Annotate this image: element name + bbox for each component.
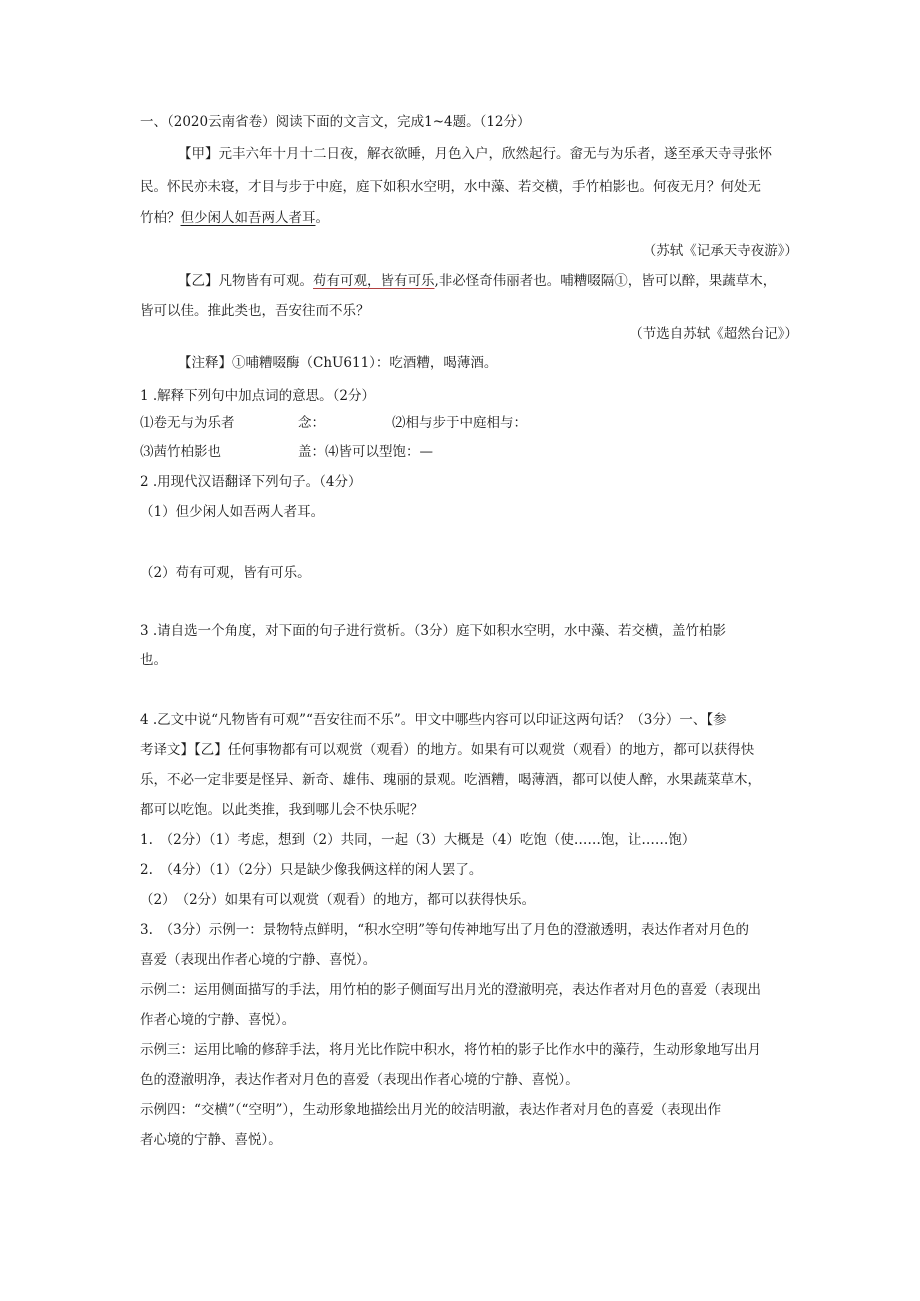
answer-3-line-2: 喜爱（表现出作者心境的宁静、喜悦）。 [140,952,377,968]
passage-yi-text: 【乙】凡物皆有可观。 [178,273,313,289]
question-2-title: 2 .用现代汉语翻译下列句子。（4分） [140,474,362,490]
example-4-line-1: 示例四：“交横”（“空明”），生动形象地描绘出月光的皎洁明澈，表达作者对月色的喜爱（表现出作 [140,1102,722,1118]
question-4-line-2: 考译文】【乙】任何事物都有可以观赏（观看）的地方。如果有可以观赏（观看）的地方，都可以获得快 [140,742,755,758]
question-1-blank-a: 念： [298,415,325,431]
passage-jia-line-1: 【甲】元丰六年十月十二日夜，解衣欲睡，月色入户，欣然起行。畲无与为乐者，遂至承天寺寻张怀 [178,146,772,162]
passage-jia-text: 竹柏？ [140,210,181,226]
question-2-sentence-1: （1）但少闲人如吾两人者耳。 [140,504,325,520]
passage-yi-text-rest: ,非必怪奇伟丽者也。哺糟啜隔①，皆可以醉，果蔬草木， [434,273,777,289]
question-1-item-b: ⑵相与步于中庭相与： [392,415,527,431]
example-2-line-2: 作者心境的宁静、喜悦）。 [140,1012,296,1028]
passage-jia-source: （苏轼《记承天寺夜游》） [642,243,798,259]
question-3-line-1: 3 .请自选一个角度，对下面的句子进行赏析。（3分）庭下如积水空明，水中藻、若交横，盖竹柏影 [140,623,727,639]
answer-2: 2. （4分）（1）（2分）只是缺少像我俩这样的闲人罢了。 [140,862,483,878]
passage-jia-line-2: 民。怀民亦未寝，才目与步于中庭，庭下如积水空明，水中藻、若交横，手竹柏影也。何夜无月？何处无 [140,179,761,195]
passage-jia-line-3 [140,208,329,228]
question-1-title: 1 .解释下列句中加点词的意思。（2分） [140,388,376,404]
annotation-note: 【注释】①哺糟啜酶（ChU611）：吃酒糟，喝薄酒。 [178,355,498,371]
question-1-item-c: ⑶茜竹柏影也 [140,444,221,460]
passage-yi-line-2: 皆可以佳。推此类也，吾安往而不乐？ [140,303,370,319]
question-1-item-d: 盖：⑷皆可以型饱：— [298,444,433,460]
question-2-sentence-2: （2）苟有可观，皆有可乐。 [140,565,311,581]
answer-3-line-1: 3. （3分）示例一：景物特点鲜明，“积水空明”等句传神地写出了月色的澄澈透明，表达作者对月色的 [140,922,750,938]
question-3-line-2: 也。 [140,652,167,668]
question-4-line-3: 乐，不必一定非要是怪异、新奇、雄伟、瑰丽的景观。吃酒糟，喝薄酒，都可以使人醉，水果蔬菜草木， [140,772,761,788]
answer-1: 1. （2分）（1）考虑，想到（2）共同，一起（3）大概是（4）吃饱（使……饱，让……饱） [140,832,696,848]
example-2-line-1: 示例二：运用侧面描写的手法，用竹柏的影子侧面写出月光的澄澈明亮，表达作者对月色的喜爱（表现出 [140,982,761,998]
passage-yi-line-1 [178,271,776,291]
punctuation: 。 [315,210,329,226]
question-4-line-4: 都可以吃饱。以此类推，我到哪儿会不快乐呢？ [140,802,424,818]
example-4-line-2: 者心境的宁静、喜悦）。 [140,1132,282,1148]
example-3-line-1: 示例三：运用比喻的修辞手法，将月光比作院中积水，将竹柏的影子比作水中的藻荇，生动形象地写出月 [140,1042,761,1058]
question-4-line-1: 4 .乙文中说“凡物皆有可观”“吾安往而不乐”。甲文中哪些内容可以印证这两句话？（3分）一、【参 [140,712,727,728]
question-1-item-a: ⑴卷无与为乐者 [140,415,235,431]
underlined-sentence-yi: 苟有可观，皆有可乐 [313,273,435,289]
underlined-sentence-jia: 但少闲人如吾两人者耳 [180,210,316,226]
passage-yi-source: （节选自苏轼《超然台记》） [629,326,798,342]
question-header: 一、（2020云南省卷）阅读下面的文言文，完成1~4题。（12分） [140,114,531,130]
answer-2-part-2: （2） （2分）如果有可以观赏（观看）的地方，都可以获得快乐。 [140,892,536,908]
example-3-line-2: 色的澄澈明净，表达作者对月色的喜爱（表现出作者心境的宁静、喜悦）。 [140,1072,579,1088]
